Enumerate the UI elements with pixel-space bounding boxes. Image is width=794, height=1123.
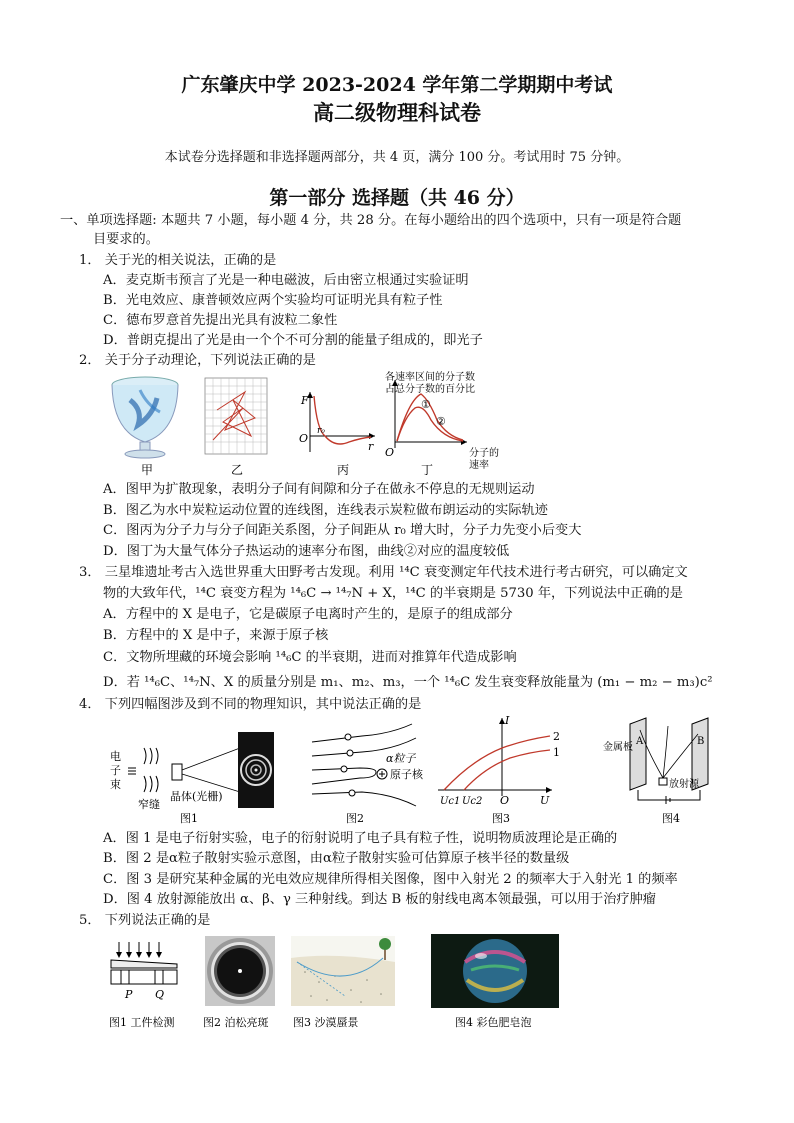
q4-fig3-line2: 2 xyxy=(553,730,560,743)
q4-fig1-crystal: 晶体(光栅) xyxy=(170,790,223,803)
q4-fig2-caption: 图2 xyxy=(346,812,364,825)
q4-figures xyxy=(100,712,720,828)
q1-option-c: C．德布罗意首先提出光具有波粒二象性 xyxy=(103,313,338,328)
fig-ding-curve1: ① xyxy=(421,398,431,411)
fig-jia-label: 甲 xyxy=(141,463,154,477)
q5-fig2-poisson-spot xyxy=(205,936,275,1006)
exam-intro: 本试卷分选择题和非选择题两部分，共 4 页，满分 100 分。考试用时 75 分钟。 xyxy=(164,150,630,165)
fig-yi-grid xyxy=(205,378,267,454)
q1-option-a: A．麦克斯韦预言了光是一种电磁波，后由密立根通过实验证明 xyxy=(103,273,469,288)
fig-ding-xlabel2: 速率 xyxy=(469,460,489,471)
fig-ding-curve2: ② xyxy=(436,415,446,428)
q3-option-b: B．方程中的 X 是中子，来源于原子核 xyxy=(103,628,329,643)
fig-yi-label: 乙 xyxy=(231,463,244,477)
q4-fig1-beam2: 子 xyxy=(110,764,121,777)
q5-fig4-soap-bubble xyxy=(431,934,559,1008)
q2-stem: 2． 关于分子动理论，下列说法正确的是 xyxy=(79,353,316,368)
q1-option-b: B．光电效应、康普顿效应两个实验均可证明光具有粒子性 xyxy=(103,293,443,308)
q4-fig1-beam3: 束 xyxy=(110,778,121,791)
q5-figures xyxy=(105,932,575,1032)
q4-fig2-scattering xyxy=(312,724,416,806)
q4-fig2-alpha: α粒子 xyxy=(386,752,416,765)
q4-fig4-source: 放射源 xyxy=(669,779,699,790)
q5-fig4-caption: 图4 彩色肥皂泡 xyxy=(455,1016,532,1029)
q4-stem: 4． 下列四幅图涉及到不同的物理知识，其中说法正确的是 xyxy=(79,697,422,712)
section1-line1: 一、单项选择题: 本题共 7 小题，每小题 4 分，共 28 分。在每小题给出的四个选项中，只有一项是符合题 xyxy=(60,213,682,228)
q5-fig1-inspection xyxy=(111,942,177,984)
q5-stem: 5． 下列说法正确的是 xyxy=(79,913,211,928)
section1-line2: 目要求的。 xyxy=(93,232,159,247)
fig-jia-glass xyxy=(112,377,178,458)
q4-option-a: A．图 1 是电子衍射实验，电子的衍射说明了电子具有粒子性，说明物质波理论是正确的 xyxy=(103,831,618,846)
q4-fig3-line1: 1 xyxy=(553,746,560,759)
q3-option-a: A．方程中的 X 是电子，它是碳原子电离时产生的，是原子的组成部分 xyxy=(103,607,513,622)
q4-option-c: C．图 3 是研究某种金属的光电效应规律所得相关图像，图中入射光 2 的频率大于入射光 1 的频率 xyxy=(103,872,678,887)
q4-fig1-caption: 图1 xyxy=(180,812,198,825)
q4-fig4-b: B xyxy=(697,736,705,747)
q4-fig1-slit: 窄缝 xyxy=(138,798,160,811)
q2-option-b: B．图乙为水中炭粒运动位置的连线图，连线表示炭粒做布朗运动的实际轨迹 xyxy=(103,503,548,518)
fig-ding-origin: O xyxy=(385,446,395,459)
q4-option-b: B．图 2 是α粒子散射实验示意图，由α粒子散射实验可估算原子核半径的数量级 xyxy=(103,851,570,866)
q4-fig3-uc1: Uc1 xyxy=(440,796,461,807)
q2-figures xyxy=(105,370,525,482)
q3-option-d: D．若 ¹⁴₆C、¹⁴₇N、X 的质量分别是 m₁、m₂、m₃，一个 ¹⁴₆C 发生衰变释放能量为 (m₁ − m₂ − m₃)c² xyxy=(103,675,713,690)
fig-bing-x: r xyxy=(368,440,374,453)
q5-fig1-caption: 图1 工件检测 xyxy=(109,1016,175,1029)
q5-fig3-caption: 图3 沙漠蜃景 xyxy=(293,1016,359,1029)
q4-fig3-uc2: Uc2 xyxy=(462,796,483,807)
q5-fig3-mirage xyxy=(291,936,395,1006)
fig-bing-origin: O xyxy=(299,432,309,445)
q4-fig4-plate: 金属板 xyxy=(603,742,633,753)
q4-fig4-a: A xyxy=(636,736,644,747)
q2-option-a: A．图甲为扩散现象，表明分子间有间隙和分子在做永不停息的无规则运动 xyxy=(103,482,535,497)
q4-fig4-plates xyxy=(630,718,708,804)
exam-title: 广东肇庆中学 2023-2024 学年第二学期期中考试 xyxy=(181,74,613,96)
fig-bing-y: F xyxy=(301,394,309,407)
q2-option-c: C．图丙为分子力与分子间距关系图，分子间距从 r₀ 增大时，分子力先变小后变大 xyxy=(103,523,582,538)
q4-fig3-x: U xyxy=(540,794,550,807)
q3-option-c: C．文物所埋藏的环境会影响 ¹⁴₆C 的半衰期，进而对推算年代造成影响 xyxy=(103,650,517,665)
q4-fig2-nucleus: 原子核 xyxy=(390,768,423,781)
part1-heading: 第一部分 选择题（共 46 分） xyxy=(269,187,525,209)
q3-line1: 3． 三星堆遗址考古入选世界重大田野考古发现。利用 ¹⁴C 衰变测定年代技术进行考古研究，可以确定文 xyxy=(79,565,688,580)
fig-bing-plot xyxy=(307,392,375,452)
q5-fig2-caption: 图2 泊松亮斑 xyxy=(203,1016,269,1029)
q5-fig1-q: Q xyxy=(155,988,165,1001)
q1-stem: 1． 关于光的相关说法，正确的是 xyxy=(79,253,277,268)
q4-option-d: D．图 4 放射源能放出 α、β、γ 三种射线。到达 B 板的射线电离本领最强，可以用于治疗肿瘤 xyxy=(103,892,656,907)
fig-bing-r0: r₀ xyxy=(317,426,325,436)
q4-fig3-caption: 图3 xyxy=(492,812,510,825)
q3-line2: 物的大致年代，¹⁴C 衰变方程为 ¹⁴₆C → ¹⁴₇N + X，¹⁴C 的半衰期是 5730 年，下列说法中正确的是 xyxy=(103,586,683,601)
fig-ding-ylabel2: 占总分子数的百分比 xyxy=(385,384,475,395)
q2-option-d: D．图丁为大量气体分子热运动的速率分布图，曲线②对应的温度较低 xyxy=(103,544,510,559)
q1-option-d: D．普朗克提出了光是由一个个不可分割的能量子组成的，即光子 xyxy=(103,333,483,348)
q4-fig3-y: I xyxy=(505,714,510,727)
q4-fig4-caption: 图4 xyxy=(662,812,680,825)
q4-fig3-iu-plot xyxy=(438,718,552,796)
fig-ding-ylabel1: 各速率区间的分子数 xyxy=(385,372,475,383)
exam-subtitle: 高二级物理科试卷 xyxy=(313,100,481,125)
fig-bing-label: 丙 xyxy=(337,463,350,477)
fig-ding-label: 丁 xyxy=(421,463,434,477)
q5-fig1-p: P xyxy=(125,988,133,1001)
q4-fig3-origin: O xyxy=(500,794,510,807)
fig-ding-xlabel1: 分子的 xyxy=(469,448,499,459)
q4-fig1-beam1: 电 xyxy=(110,750,121,763)
